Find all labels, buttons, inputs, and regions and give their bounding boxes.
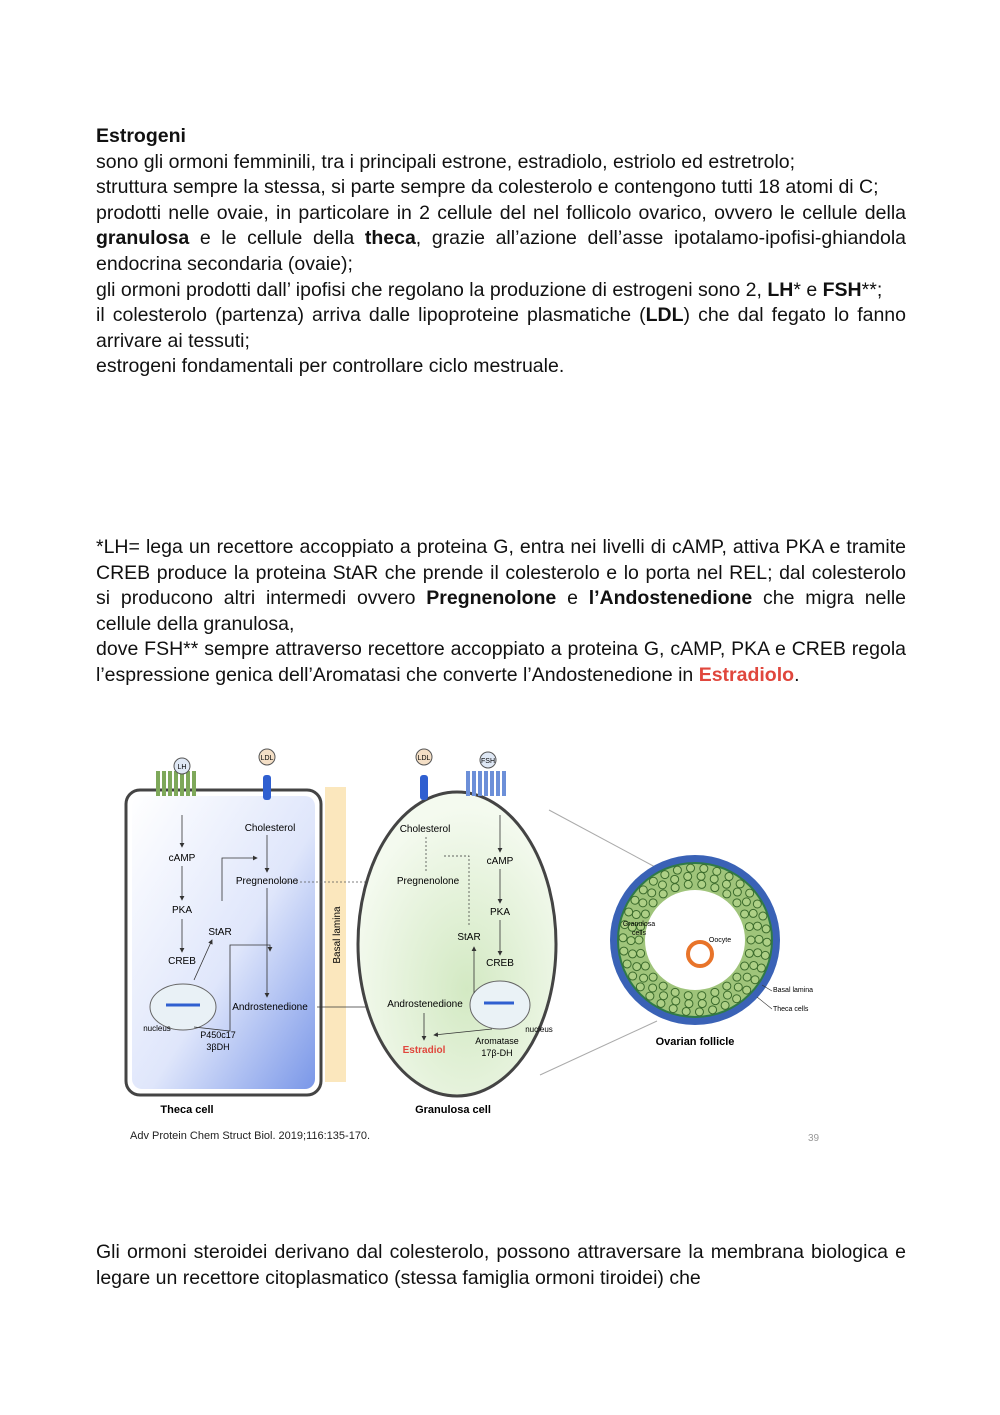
paragraph-line [96, 535, 906, 637]
figure-page-number: 39 [808, 1133, 820, 1144]
pregnenolone-label: Pregnenolone [396, 876, 460, 887]
enzyme-17bdh: 17β-DH [481, 1048, 513, 1058]
creb-label: CREB [486, 958, 514, 969]
figure-citation: Adv Protein Chem Struct Biol. 2019;116:135-170. [130, 1130, 371, 1142]
oocyte-label: Oocyte [708, 937, 732, 944]
fsh-receptor-icon [468, 752, 504, 796]
text-line: **; [861, 278, 883, 301]
camp-label: cAMP [486, 856, 514, 867]
star-label: StAR [208, 927, 232, 938]
text-line: , grazie all’azione dell’asse ipotalamo-ipofisi-ghiandola endocrina secondaria (ovaie); [96, 227, 906, 275]
lh-fsh-section [96, 535, 906, 689]
paragraph-line [96, 201, 906, 278]
cholesterol-label: Cholesterol [399, 824, 451, 835]
paragraph-line [96, 303, 906, 354]
ldl-receptor-icon [259, 749, 275, 800]
granulosa-cell [358, 749, 556, 1116]
pka-label: PKA [171, 905, 193, 916]
text-line: e [556, 587, 589, 610]
ldl-label: LDL [417, 755, 431, 762]
granulosa-cells-label: Granulosa [622, 921, 656, 928]
ovarian-follicle [610, 855, 813, 1048]
text-line: il colesterolo (partenza) arriva dalle lipoproteine plasmatiche ( [96, 304, 646, 327]
enzyme-p450c17: P450c17 [200, 1030, 236, 1040]
nucleus-label: nucleus [525, 1025, 553, 1034]
granulosa-cells-label-2: cells [631, 930, 647, 937]
text-line: prodotti nelle ovaie, in particolare in 2 cellule del nel follicolo ovarico, ovvero le cellule della [96, 201, 906, 224]
enzyme-aromatase: Aromatase [475, 1036, 519, 1046]
text-line: sono gli ormoni femminili, tra i principali estrone, estradiolo, estriolo ed estretrolo; [96, 150, 796, 173]
text-line: Gli ormoni steroidei derivano dal colesterolo, possono attraversare la membrana biologica e legare un recettore citoplasmatico (stessa famiglia ormoni tiroidei) che [96, 1241, 906, 1289]
theca-cell-label: Theca cell [160, 1104, 214, 1116]
bold-term: l’Andostenedione [588, 587, 753, 610]
text-line: ) che dal fegato lo fanno arrivare ai tessuti; [96, 304, 906, 352]
bold-term: Pregnenolone [426, 587, 557, 610]
granulosa-cell-label: Granulosa cell [415, 1104, 491, 1116]
paragraph-line [96, 354, 906, 380]
bold-term: granulosa [96, 227, 190, 250]
lh-receptor-icon [158, 758, 194, 796]
bold-term: theca [364, 227, 416, 250]
camp-label: cAMP [168, 853, 196, 864]
text-line: gli ormoni prodotti dall’ ipofisi che regolano la produzione di estrogeni sono 2, [96, 278, 768, 301]
basal-lamina-label: Basal lamina [773, 987, 814, 994]
bold-term: LDL [645, 304, 684, 327]
androstenedione-label: Androstenedione [232, 1002, 308, 1013]
pka-label: PKA [489, 907, 511, 918]
paragraph-line [96, 150, 906, 176]
paragraph-line [96, 175, 906, 201]
text-line: estrogeni fondamentali per controllare ciclo mestruale. [96, 355, 565, 378]
theca-cell [126, 749, 321, 1116]
lh-label: LH [177, 764, 187, 771]
highlight-term: Estradiolo [698, 663, 795, 686]
basal-lamina [325, 787, 346, 1082]
ldl-label: LDL [260, 755, 274, 762]
steroid-section [96, 1240, 906, 1291]
creb-label: CREB [168, 956, 196, 967]
text-line: . [794, 663, 800, 686]
estrogeni-section [96, 124, 906, 380]
text-line: dove FSH** sempre attraverso recettore accoppiato a proteina G, cAMP, PKA e CREB regola l’espressione genica dell’Aromatasi che converte l’Andostenedione in [96, 638, 906, 686]
cholesterol-label: Cholesterol [244, 823, 296, 834]
androstenedione-label: Androstenedione [387, 999, 463, 1010]
ldl-receptor-icon [416, 749, 432, 800]
paragraph-line [96, 637, 906, 688]
ovarian-steroidogenesis-diagram [112, 735, 842, 1160]
nucleus-label: nucleus [143, 1024, 171, 1033]
pregnenolone-label: Pregnenolone [235, 876, 299, 887]
section-title: Estrogeni [96, 125, 186, 147]
theca-cells-label: Theca cells [773, 1006, 809, 1013]
bold-term: LH [767, 278, 794, 301]
ovarian-follicle-label: Ovarian follicle [655, 1036, 735, 1048]
paragraph-line [96, 1240, 906, 1291]
text-line: * e [793, 278, 823, 301]
paragraph-line [96, 278, 906, 304]
estradiol-label: Estradiol [402, 1045, 446, 1056]
bold-term: FSH [822, 278, 862, 301]
text-line: e le cellule della [189, 227, 365, 250]
enzyme-3bdh: 3βDH [206, 1042, 230, 1052]
basal-lamina-label: Basal lamina [332, 906, 343, 964]
text-line: *LH= lega un recettore accoppiato a proteina G, entra nei livelli di cAMP, attiva PKA e tramite CREB produce la proteina StAR che prende il colesterolo e lo porta nel REL; dal colesterolo si producono altri intermedi ovvero [96, 536, 906, 610]
text-line: che migra nelle cellule della granulosa, [96, 587, 906, 635]
star-label: StAR [457, 932, 481, 943]
fsh-label: FSH [481, 758, 495, 765]
text-line: struttura sempre la stessa, si parte sempre da colesterolo e contengono tutti 18 atomi di C; [96, 176, 879, 199]
